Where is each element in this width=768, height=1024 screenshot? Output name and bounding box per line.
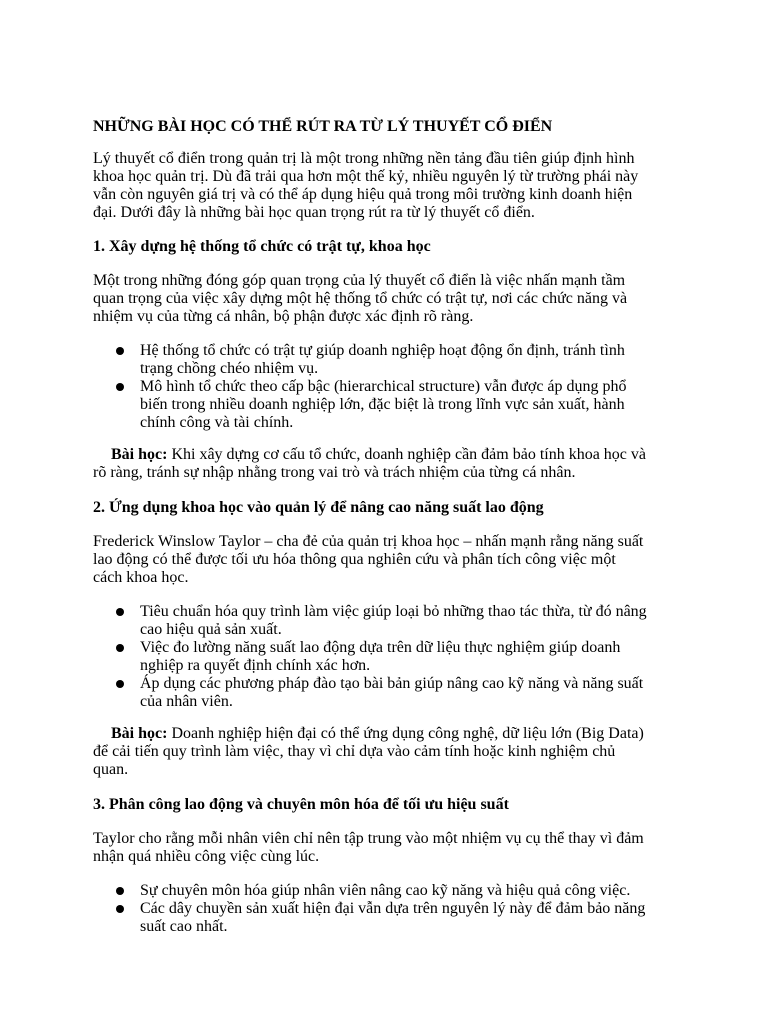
paragraph-line: khoa học quản trị. Dù đã trải qua hơn một thế kỷ, nhiều nguyên lý từ trường phái này (93, 168, 639, 185)
paragraph-line: quan trọng của việc xây dựng một hệ thống tổ chức có trật tự, nơi các chức năng và (93, 290, 628, 307)
section-heading: 1. Xây dựng hệ thống tổ chức có trật tự, khoa học (93, 238, 431, 255)
lesson-line: để cải tiến quy trình làm việc, thay vì chỉ dựa vào cảm tính hoặc kinh nghiệm chủ (93, 743, 616, 760)
bullet-icon (116, 905, 124, 913)
bullet-icon (116, 644, 124, 652)
list-item (93, 603, 693, 639)
section-paragraph (93, 272, 693, 326)
paragraph-line: Lý thuyết cổ điển trong quản trị là một trong những nền tảng đầu tiên giúp định hình (93, 150, 635, 167)
paragraph-line: Một trong những đóng góp quan trọng của lý thuyết cổ điển là việc nhấn mạnh tầm (93, 272, 626, 289)
list-item-line: Áp dụng các phương pháp đào tạo bài bản giúp nâng cao kỹ năng và năng suất (140, 675, 644, 692)
lesson-line: rõ ràng, tránh sự nhập nhằng trong vai trò và trách nhiệm của từng cá nhân. (93, 464, 576, 481)
bullet-list (93, 603, 693, 711)
bullet-list (93, 342, 693, 432)
lesson-paragraph (93, 446, 693, 482)
lesson-line: quan. (93, 761, 129, 778)
paragraph-line: Taylor cho rằng mỗi nhân viên chỉ nên tập trung vào một nhiệm vụ cụ thể thay vì đảm (93, 830, 644, 847)
list-item-line: suất cao nhất. (140, 918, 228, 935)
list-item-line: cao hiệu quả sản xuất. (140, 621, 282, 638)
list-item-line: của nhân viên. (140, 693, 233, 710)
bullet-list (93, 882, 693, 936)
list-item-line: Việc đo lường năng suất lao động dựa trên dữ liệu thực nghiệm giúp doanh (140, 639, 621, 656)
section-paragraph (93, 533, 693, 587)
lesson-first-line (93, 725, 693, 743)
bullet-icon (116, 347, 124, 355)
lesson-first-line (93, 446, 693, 464)
bullet-icon (116, 383, 124, 391)
list-item (93, 342, 693, 378)
section-heading: 2. Ứng dụng khoa học vào quản lý để nâng cao năng suất lao động (93, 499, 544, 516)
lesson-text: Doanh nghiệp hiện đại có thể ứng dụng công nghệ, dữ liệu lớn (Big Data) (167, 725, 644, 742)
lesson-text: Khi xây dựng cơ cấu tổ chức, doanh nghiệp cần đảm bảo tính khoa học và (167, 446, 647, 463)
list-item-line: nghiệp ra quyết định chính xác hơn. (140, 657, 371, 674)
list-item-line: Hệ thống tổ chức có trật tự giúp doanh nghiệp hoạt động ổn định, tránh tình (140, 342, 625, 359)
list-item-line: Các dây chuyền sản xuất hiện đại vẫn dựa trên nguyên lý này để đảm bảo năng (140, 900, 646, 917)
list-item-line: Sự chuyên môn hóa giúp nhân viên nâng cao kỹ năng và hiệu quả công việc. (140, 882, 631, 899)
list-item-line: Mô hình tổ chức theo cấp bậc (hierarchical structure) vẫn được áp dụng phổ (140, 378, 627, 395)
bullet-icon (116, 608, 124, 616)
paragraph-line: Frederick Winslow Taylor – cha đẻ của quản trị khoa học – nhấn mạnh rằng năng suất (93, 533, 644, 550)
list-item (93, 378, 693, 432)
lesson-paragraph (93, 725, 693, 779)
list-item (93, 639, 693, 675)
paragraph-line: nhận quá nhiều công việc cùng lúc. (93, 848, 320, 865)
document-title: NHỮNG BÀI HỌC CÓ THỂ RÚT RA TỪ LÝ THUYẾT CỔ ĐIỂN (93, 118, 553, 135)
document-body (93, 118, 693, 950)
intro-paragraph (93, 150, 693, 222)
bullet-icon (116, 680, 124, 688)
paragraph-line: nhiệm vụ của từng cá nhân, bộ phận được xác định rõ ràng. (93, 308, 474, 325)
list-item-line: trạng chồng chéo nhiệm vụ. (140, 360, 319, 377)
paragraph-line: lao động có thể được tối ưu hóa thông qua nghiên cứu và phân tích công việc một (93, 551, 616, 568)
section-heading: 3. Phân công lao động và chuyên môn hóa để tối ưu hiệu suất (93, 796, 509, 813)
paragraph-line: đại. Dưới đây là những bài học quan trọng rút ra từ lý thuyết cổ điển. (93, 204, 535, 221)
paragraph-line: vẫn còn nguyên giá trị và có thể áp dụng hiệu quả trong môi trường kinh doanh hiện (93, 186, 633, 203)
list-item (93, 675, 693, 711)
section-paragraph (93, 830, 693, 866)
list-item-line: chính công và tài chính. (140, 414, 294, 431)
list-item-line: Tiêu chuẩn hóa quy trình làm việc giúp loại bỏ những thao tác thừa, từ đó nâng (140, 603, 647, 620)
lesson-label: Bài học: (111, 446, 168, 463)
lesson-label: Bài học: (111, 725, 168, 742)
paragraph-line: cách khoa học. (93, 569, 189, 586)
list-item-line: biến trong nhiều doanh nghiệp lớn, đặc biệt là trong lĩnh vực sản xuất, hành (140, 396, 625, 413)
list-item (93, 900, 693, 936)
bullet-icon (116, 887, 124, 895)
list-item (93, 882, 693, 900)
